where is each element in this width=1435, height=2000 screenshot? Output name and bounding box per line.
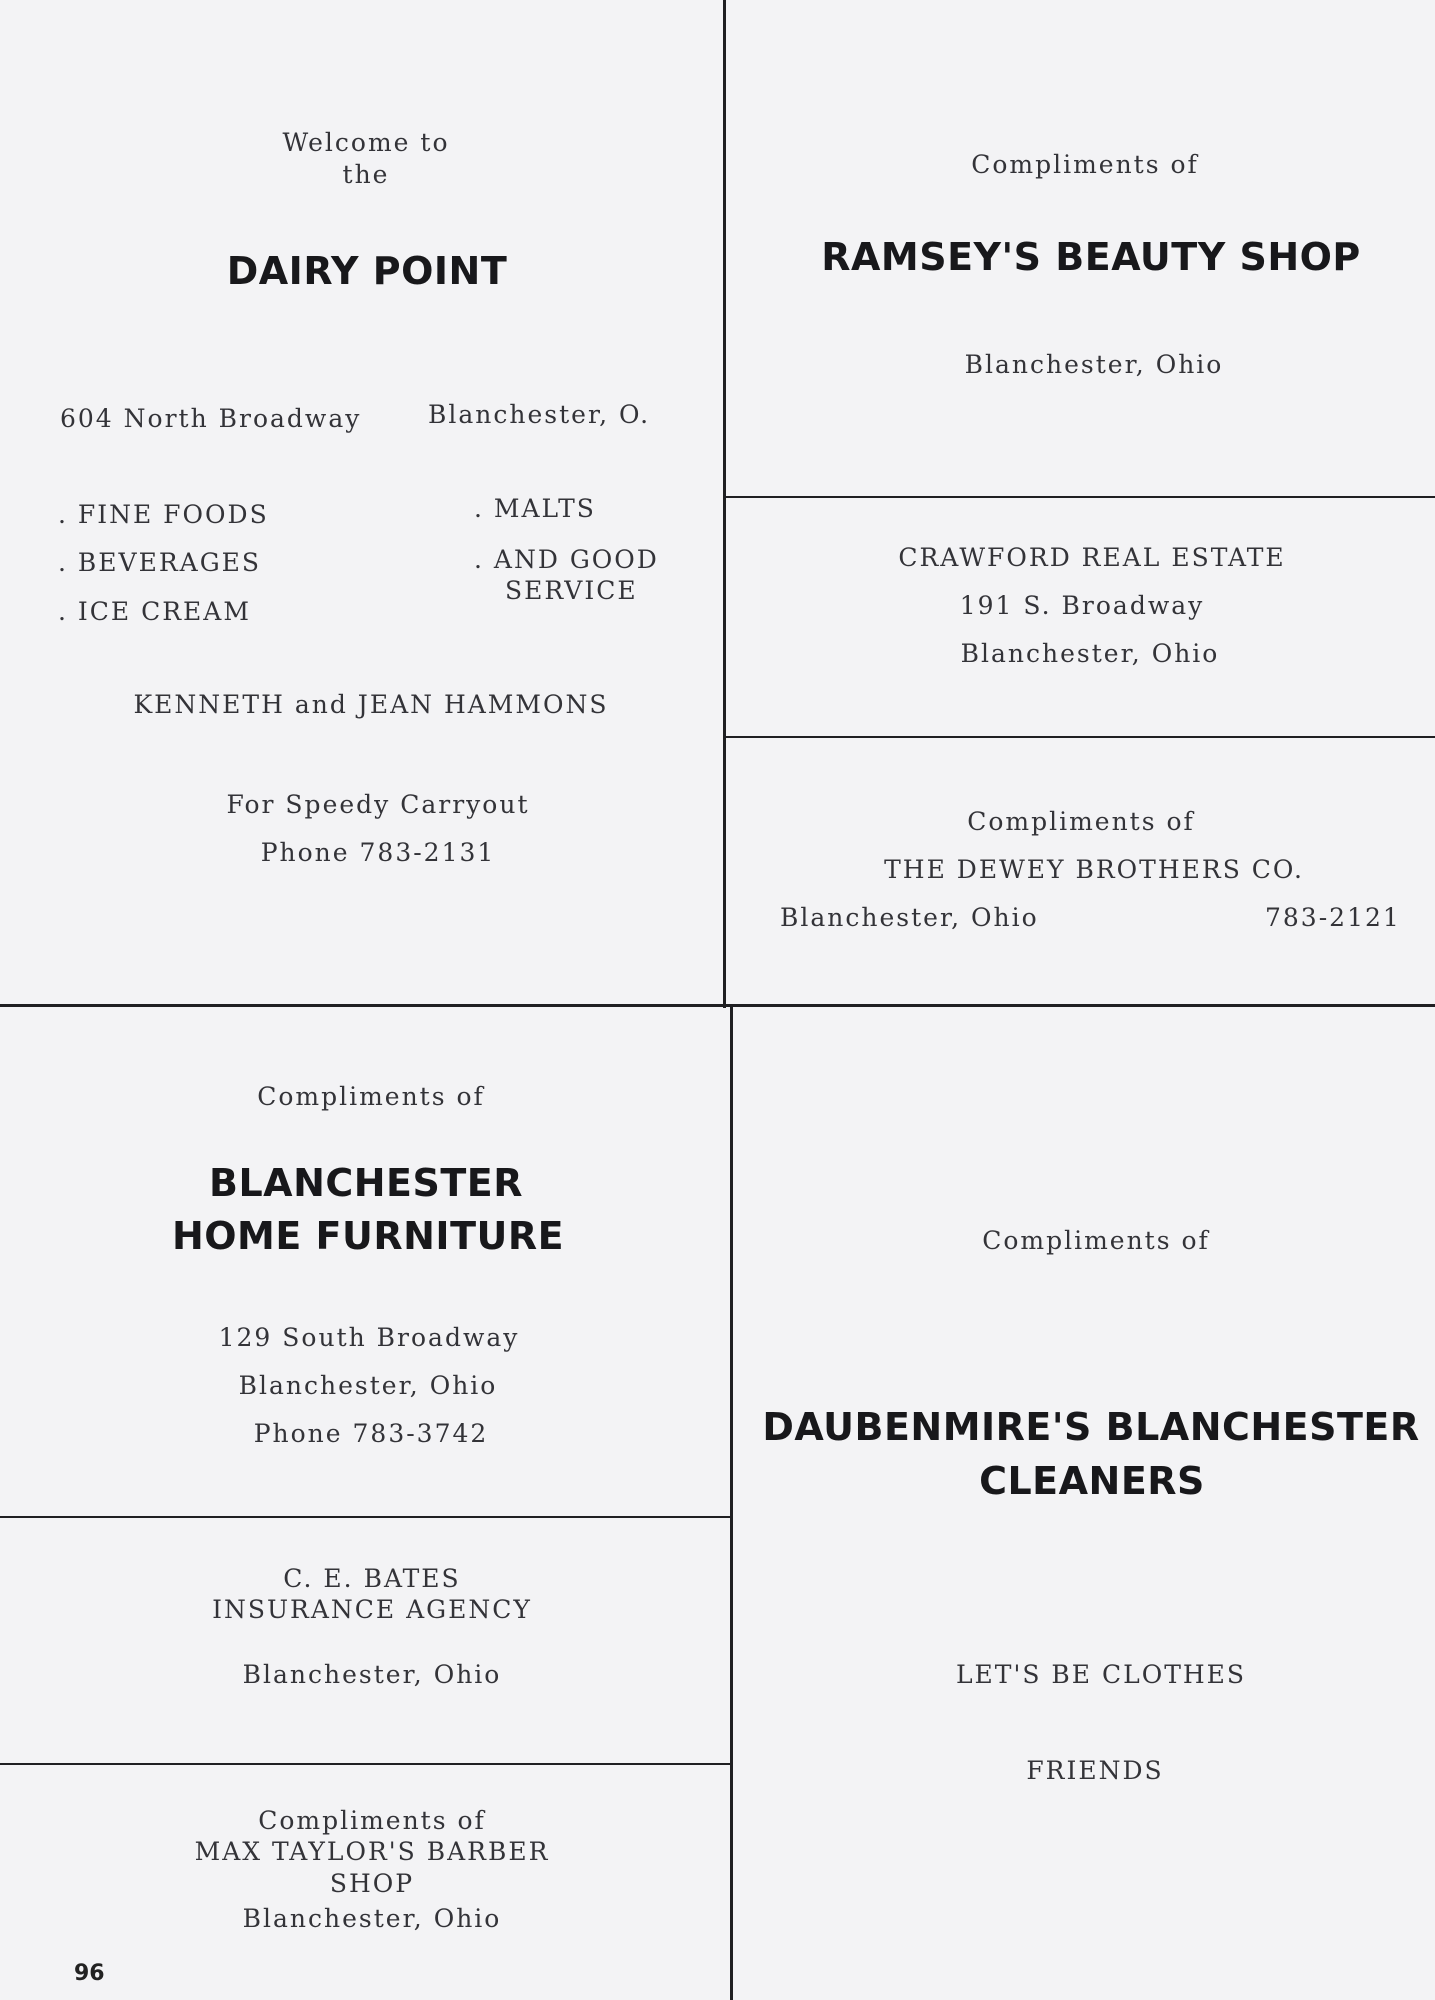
daubenmire-compliments: Compliments of: [982, 1226, 1210, 1255]
furniture-address: 129 South Broadway: [218, 1323, 520, 1352]
furniture-city: Blanchester, Ohio: [238, 1371, 498, 1400]
furniture-compliments: Compliments of: [257, 1082, 485, 1111]
vertical-divider-lower: [730, 1004, 733, 2000]
crawford-address: 191 S. Broadway: [959, 591, 1205, 620]
dairy-welcome-line1: Welcome to: [282, 128, 450, 157]
rule-furniture-bottom: [0, 1516, 732, 1518]
dairy-address: 604 North Broadway: [60, 404, 362, 433]
daubenmire-slogan: LET'S BE CLOTHES: [955, 1660, 1247, 1689]
rule-crawford-bottom: [725, 736, 1435, 738]
crawford-city: Blanchester, Ohio: [960, 639, 1220, 668]
dairy-item-fine-foods: . FINE FOODS: [58, 500, 269, 529]
daubenmire-title-line1: DAUBENMIRE'S BLANCHESTER: [762, 1405, 1420, 1449]
furniture-phone: Phone 783-3742: [253, 1419, 489, 1448]
rule-bates-bottom: [0, 1763, 732, 1765]
ramsey-compliments: Compliments of: [971, 150, 1199, 179]
dewey-compliments: Compliments of: [967, 807, 1195, 836]
dairy-point-title: DAIRY POINT: [226, 249, 508, 293]
dairy-welcome-line2: the: [342, 160, 390, 189]
dewey-phone: 783-2121: [1265, 903, 1401, 932]
taylor-compliments: Compliments of: [258, 1806, 486, 1835]
dairy-phone: Phone 783-2131: [260, 838, 496, 867]
dairy-item-service: SERVICE: [505, 576, 638, 605]
bates-city: Blanchester, Ohio: [242, 1660, 502, 1689]
bates-title-line2: INSURANCE AGENCY: [212, 1595, 532, 1624]
dairy-item-malts: . MALTS: [474, 494, 596, 523]
dewey-title: THE DEWEY BROTHERS CO.: [884, 855, 1304, 884]
furniture-title-line2: HOME FURNITURE: [171, 1214, 565, 1258]
crawford-title: CRAWFORD REAL ESTATE: [898, 543, 1286, 572]
rule-middle: [0, 1004, 1435, 1007]
dewey-city: Blanchester, Ohio: [780, 903, 1039, 932]
dairy-item-ice-cream: . ICE CREAM: [58, 597, 251, 626]
taylor-city: Blanchester, Ohio: [242, 1904, 502, 1933]
dairy-city: Blanchester, O.: [428, 400, 651, 429]
taylor-title-line2: SHOP: [329, 1869, 415, 1898]
rule-ramsey-bottom: [725, 496, 1435, 498]
daubenmire-title-line2: CLEANERS: [979, 1459, 1205, 1503]
ramsey-title: RAMSEY'S BEAUTY SHOP: [821, 235, 1361, 279]
dairy-owners: KENNETH and JEAN HAMMONS: [133, 690, 609, 719]
ramsey-city: Blanchester, Ohio: [964, 350, 1224, 379]
taylor-title-line1: MAX TAYLOR'S BARBER: [194, 1837, 550, 1866]
bates-title-line1: C. E. BATES: [283, 1564, 461, 1593]
daubenmire-slogan2: FRIENDS: [1026, 1756, 1164, 1785]
dairy-item-good: . AND GOOD: [474, 545, 659, 574]
vertical-divider-upper: [723, 0, 726, 1008]
furniture-title-line1: BLANCHESTER: [208, 1161, 524, 1205]
dairy-item-beverages: . BEVERAGES: [58, 548, 262, 577]
page-number: 96: [74, 1961, 105, 1986]
dairy-carryout: For Speedy Carryout: [226, 790, 530, 819]
